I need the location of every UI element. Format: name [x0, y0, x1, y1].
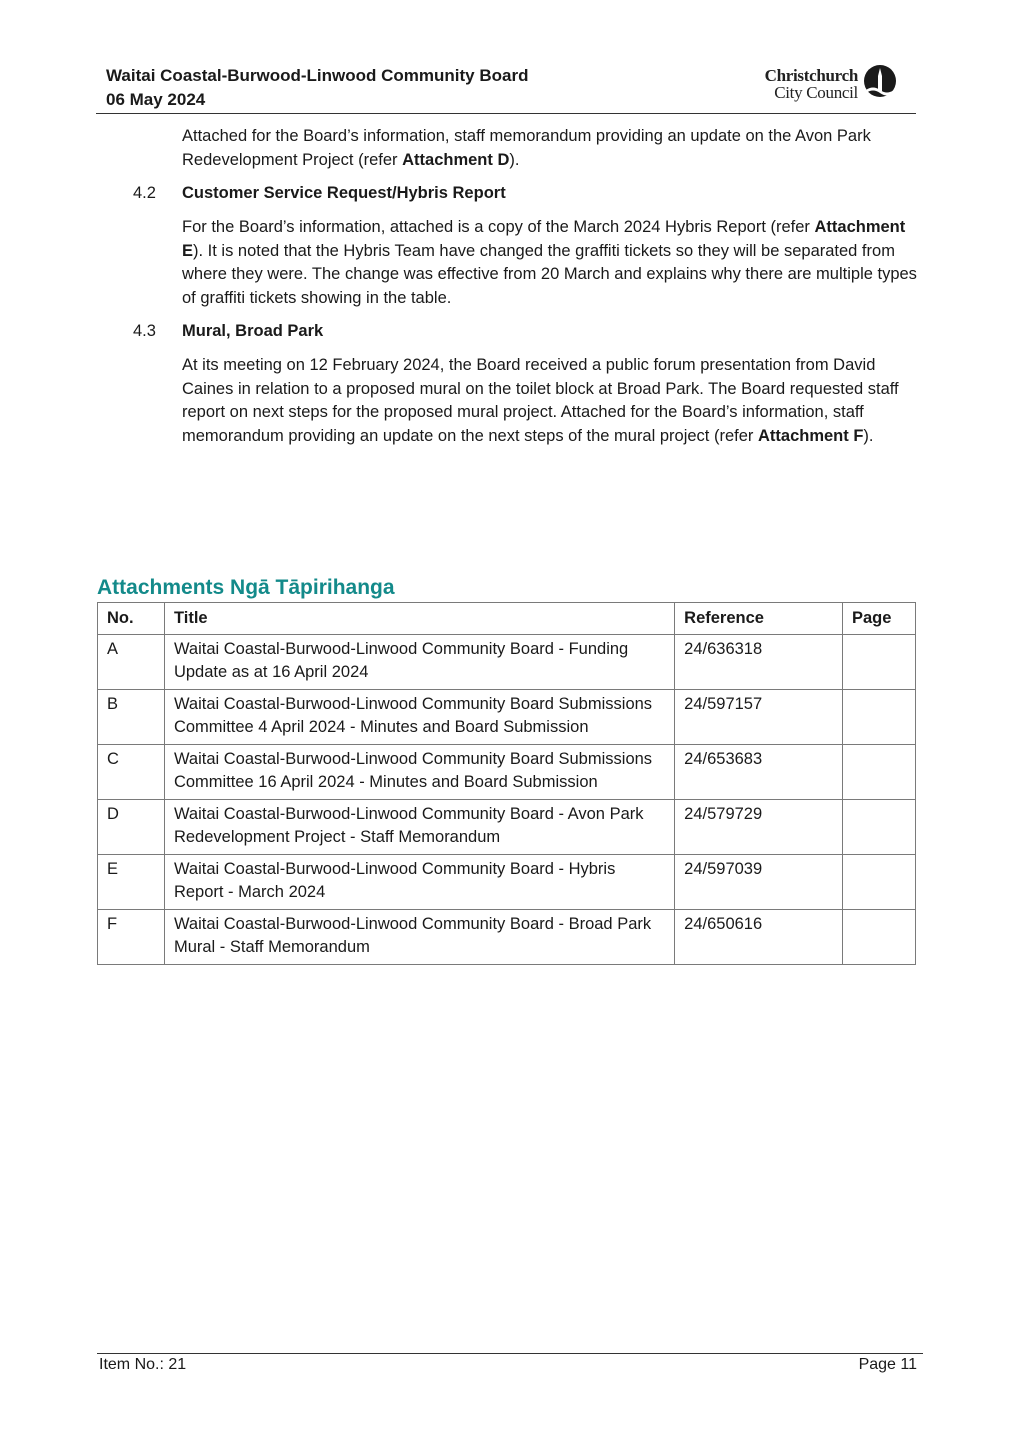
cell-reference: 24/653683: [675, 744, 843, 799]
cell-no: B: [98, 689, 165, 744]
cell-title: Waitai Coastal-Burwood-Linwood Community Board - Hybris Report - March 2024: [164, 854, 674, 909]
page-footer: [97, 1353, 923, 1373]
table-row: [98, 909, 916, 964]
page-header: [96, 62, 916, 114]
table-header-row: [98, 603, 916, 635]
intro-paragraph: Attached for the Board’s information, staff memorandum providing an update on the Avon Park Redevelopment Project (refer Attachment D).: [182, 127, 871, 169]
page-number: Page 11: [858, 1356, 917, 1373]
cathedral-emblem-icon: [862, 64, 898, 105]
column-header-reference: Reference: [675, 603, 843, 635]
meeting-date: 06 May 2024: [106, 90, 206, 109]
cell-reference: 24/636318: [675, 634, 843, 689]
attachment-ref-f: Attachment F: [757, 426, 864, 445]
cell-page: [843, 689, 916, 744]
cell-title: Waitai Coastal-Burwood-Linwood Community Board Submissions Committee 4 April 2024 - Minutes and Board Submission: [164, 689, 674, 744]
board-title: Waitai Coastal-Burwood-Linwood Community Board: [106, 66, 529, 85]
attachments-table: [97, 602, 916, 965]
council-logo: [765, 64, 898, 104]
table-row: [98, 799, 916, 854]
cell-reference: 24/650616: [675, 909, 843, 964]
cell-page: [843, 799, 916, 854]
item-number: Item No.: 21: [99, 1356, 187, 1373]
attachments-heading: Attachments Ngā Tāpirihanga: [97, 576, 395, 599]
table-row: [98, 634, 916, 689]
cell-page: [843, 634, 916, 689]
cell-no: F: [98, 909, 165, 964]
section-title: Customer Service Request/Hybris Report: [182, 184, 506, 202]
section-number: 4.3: [133, 322, 156, 340]
cell-page: [843, 854, 916, 909]
logo-line-2: City Council: [774, 83, 858, 102]
column-header-page: Page: [843, 603, 916, 635]
table-row: [98, 854, 916, 909]
cell-reference: 24/597039: [675, 854, 843, 909]
cell-page: [843, 744, 916, 799]
cell-title: Waitai Coastal-Burwood-Linwood Community Board - Broad Park Mural - Staff Memorandum: [164, 909, 674, 964]
cell-reference: 24/579729: [675, 799, 843, 854]
cell-reference: 24/597157: [675, 689, 843, 744]
logo-line-1: Christchurch: [764, 66, 858, 85]
cell-title: Waitai Coastal-Burwood-Linwood Community Board - Avon Park Redevelopment Project - Staff Memorandum: [164, 799, 674, 854]
attachment-ref-d: Attachment D: [402, 150, 510, 169]
cell-title: Waitai Coastal-Burwood-Linwood Community Board Submissions Committee 16 April 2024 - Minutes and Board Submission: [164, 744, 674, 799]
cell-no: D: [98, 799, 165, 854]
cell-no: E: [98, 854, 165, 909]
section-paragraph: At its meeting on 12 February 2024, the Board received a public forum presentation from David Caines in relation to a proposed mural on the toilet block at Broad Park. The Board requested staff report on next steps for the proposed mural project. Attached for the Board’s information, staff memorandum providing an update on the next steps of the mural project (refer Attachment F).: [182, 356, 899, 445]
cell-page: [843, 909, 916, 964]
cell-no: C: [98, 744, 165, 799]
column-header-no: No.: [98, 603, 165, 635]
section-title: Mural, Broad Park: [182, 322, 324, 340]
table-row: [98, 744, 916, 799]
cell-no: A: [98, 634, 165, 689]
section-paragraph: For the Board’s information, attached is a copy of the March 2024 Hybris Report (refer Attachment E). It is noted that the Hybris Team have changed the graffiti tickets so they will be separated from where they were. The change was effective from 20 March and explains why there are multiple types of graffiti tickets showing in the table.: [182, 218, 917, 307]
cell-title: Waitai Coastal-Burwood-Linwood Community Board - Funding Update as at 16 April 2024: [164, 634, 674, 689]
section-number: 4.2: [133, 184, 156, 202]
column-header-title: Title: [164, 603, 674, 635]
logo-text: [765, 67, 858, 101]
table-row: [98, 689, 916, 744]
attachment-ref-e: Attachment E: [182, 218, 906, 260]
